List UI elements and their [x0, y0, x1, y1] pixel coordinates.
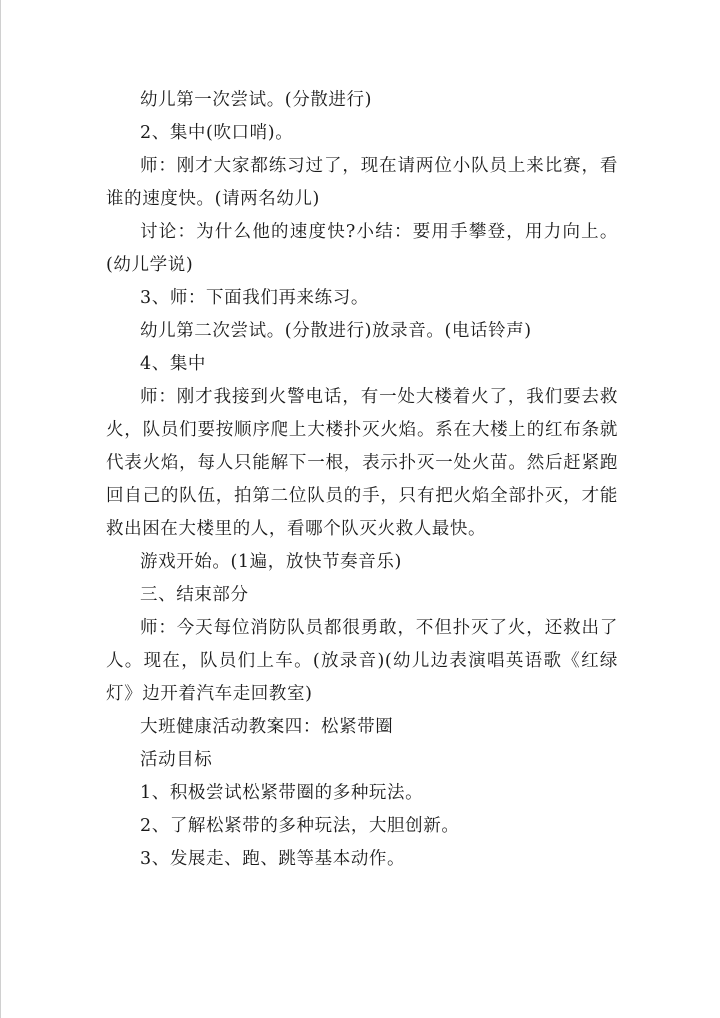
paragraph-teacher-1: 师：刚才大家都练习过了，现在请两位小队员上来比赛，看谁的速度快。(请两名幼儿) [106, 156, 618, 209]
page-edge [0, 0, 1, 1018]
section-heading-goals: 活动目标 [140, 750, 213, 770]
paragraph-step-4: 4、集中 [140, 354, 207, 374]
paragraph-step-3: 3、师：下面我们再来练习。 [140, 288, 369, 308]
section-heading-ending: 三、结束部分 [140, 585, 249, 605]
paragraph-teacher-3: 师：今天每位消防队员都很勇敢，不但扑灭了火，还救出了人。现在，队员们上车。(放录音)(幼儿边表演唱英语歌《红绿灯》边开着汽车走回教室) [106, 618, 618, 704]
paragraph-trial-2: 幼儿第二次尝试。(分散进行)放录音。(电话铃声) [140, 321, 532, 341]
goal-item-3: 3、发展走、跑、跳等基本动作。 [140, 849, 406, 869]
lesson-title: 大班健康活动教案四：松紧带圈 [140, 717, 394, 737]
document-body [106, 84, 618, 876]
paragraph-teacher-2: 师：刚才我接到火警电话，有一处大楼着火了，我们要去救火，队员们要按顺序爬上大楼扑灭火焰。系在大楼上的红布条就代表火焰，每人只能解下一根，表示扑灭一处火苗。然后赶紧跑回自己的队伍，拍第二位队员的手，只有把火焰全部扑灭，才能救出困在大楼里的人，看哪个队灭火救人最快。 [106, 387, 618, 539]
paragraph-trial-1: 幼儿第一次尝试。(分散进行) [140, 90, 373, 110]
goal-item-1: 1、积极尝试松紧带圈的多种玩法。 [140, 783, 424, 803]
goal-item-2: 2、了解松紧带的多种玩法，大胆创新。 [140, 816, 460, 836]
paragraph-step-2: 2、集中(吹口哨)。 [140, 123, 294, 143]
paragraph-game-start: 游戏开始。(1遍，放快节奏音乐) [140, 552, 402, 572]
paragraph-discussion: 讨论：为什么他的速度快?小结：要用手攀登，用力向上。(幼儿学说) [106, 222, 618, 275]
